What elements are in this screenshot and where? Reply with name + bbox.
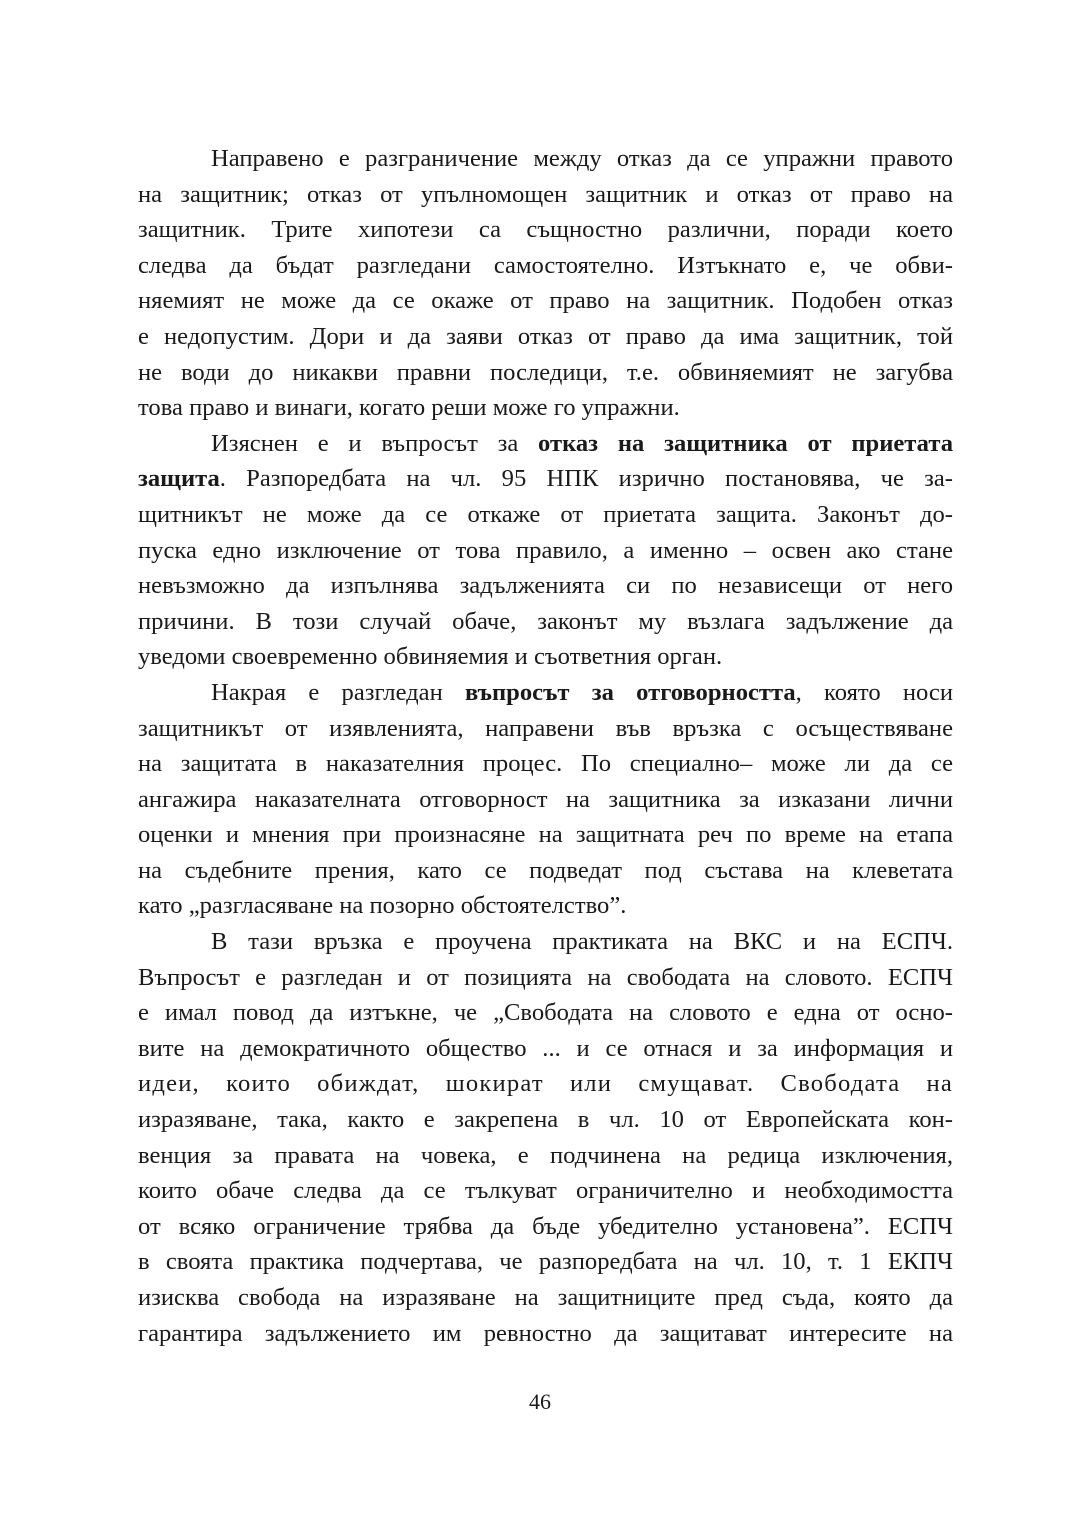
text-segment: пуска едно изключение от това правило, а именно – освен ако стане <box>138 536 953 564</box>
text-segment: Направено е разграничение между отказ да се упражни правото <box>211 145 953 172</box>
paragraph <box>138 924 953 1351</box>
text-segment: следва да бъдат разгледани самостоятелно. Изтъкнато е, че обви- <box>138 251 953 279</box>
text-segment: . Разпоредбата на чл. 95 НПК изрично постановява, че за- <box>219 465 953 493</box>
text-line <box>138 1031 953 1067</box>
text-line <box>138 461 953 497</box>
text-line <box>138 319 953 355</box>
text-line <box>138 1316 953 1352</box>
text-line <box>138 604 953 640</box>
text-segment: уведоми своевременно обвиняемия и съответния орган. <box>138 643 723 671</box>
text-line <box>138 888 953 924</box>
paragraph <box>138 426 953 675</box>
body-text <box>138 141 953 1351</box>
text-segment: на защитата в наказателния процес. По специално– може ли да се <box>138 750 953 778</box>
text-segment: , която носи <box>795 678 953 706</box>
text-segment: гарантира задължението им ревностно да защитават интересите на <box>138 1319 953 1347</box>
text-line <box>138 426 953 462</box>
text-line <box>138 533 953 569</box>
text-line <box>138 355 953 391</box>
text-segment: няемият не може да се окаже от право на защитник. Подобен отказ <box>138 287 953 315</box>
text-line <box>138 960 953 996</box>
text-segment: не води до никакви правни последици, т.е. обвиняемият не загубва <box>138 358 953 386</box>
text-segment: на съдебните прения, като се подведат под състава на клеветата <box>138 856 953 884</box>
text-line <box>138 1173 953 1209</box>
text-segment: в своята практика подчертава, че разпоредбата на чл. 10, т. 1 ЕКПЧ <box>138 1248 953 1276</box>
text-line <box>138 746 953 782</box>
text-segment: венция за правата на човека, е подчинена на редица изключения, <box>138 1141 953 1169</box>
text-line <box>138 675 953 711</box>
paragraph <box>138 141 953 426</box>
text-segment: ангажира наказателната отговорност на защитника за изказани лични <box>138 785 953 813</box>
text-line <box>138 1138 953 1174</box>
text-line <box>138 924 953 960</box>
text-segment: на защитник; отказ от упълномощен защитник и отказ от право на <box>138 180 953 208</box>
paragraph <box>138 675 953 924</box>
text-segment: е имал повод да изтъкне, че „Свободата на словото е една от осно- <box>138 999 953 1027</box>
text-line <box>138 283 953 319</box>
text-segment: това право и винаги, когато реши може го упражни. <box>138 394 680 422</box>
text-line <box>138 817 953 853</box>
bold-text-segment: отказ на защитника от приетата <box>538 429 953 457</box>
text-line <box>138 1244 953 1280</box>
text-segment: оценки и мнения при произнасяне на защитната реч по време на етапа <box>138 821 953 849</box>
text-line <box>138 390 953 426</box>
text-line <box>138 248 953 284</box>
text-segment: вите на демократичното общество ... и се отнася и за информация и <box>138 1034 953 1062</box>
text-line <box>138 782 953 818</box>
bold-text-segment: въпросът за отговорността <box>465 678 796 706</box>
text-segment: изразяване, така, както е закрепена в чл. 10 от Европейската кон- <box>138 1106 953 1134</box>
text-segment: защитник. Трите хипотези са същностно различни, поради което <box>138 216 953 244</box>
text-line <box>138 1280 953 1316</box>
text-line <box>138 711 953 747</box>
text-segment: В тази връзка е проучена практиката на ВКС и на ЕСПЧ. <box>211 928 953 956</box>
text-line <box>138 568 953 604</box>
text-line <box>138 639 953 675</box>
text-segment: Изяснен е и въпросът за <box>211 429 539 457</box>
text-segment: идеи, които обиждат, шокират или смущават. Свободата на <box>138 1070 953 1098</box>
text-line <box>138 1102 953 1138</box>
text-segment: Накрая е разгледан <box>211 678 465 706</box>
text-segment: е недопустим. Дори и да заяви отказ от право да има защитник, той <box>138 322 953 350</box>
text-segment: изисква свобода на изразяване на защитниците пред съда, която да <box>138 1284 953 1311</box>
text-line <box>138 1066 953 1102</box>
text-segment: които обаче следва да се тълкуват ограничително и необходимостта <box>138 1177 953 1205</box>
text-segment: като „разгласяване на позорно обстоятелство”. <box>138 892 627 920</box>
text-line <box>138 141 953 177</box>
text-segment: щитникът не може да се откаже от приетата защита. Законът до- <box>138 500 953 528</box>
text-line <box>138 1209 953 1245</box>
text-segment: защитникът от изявленията, направени във връзка с осъществяване <box>138 714 953 742</box>
text-segment: причини. В този случай обаче, законът му възлага задължение да <box>138 607 953 635</box>
text-line <box>138 995 953 1031</box>
text-line <box>138 853 953 889</box>
text-segment: от всяко ограничение трябва да бъде убедително установена”. ЕСПЧ <box>138 1212 953 1240</box>
text-line <box>138 212 953 248</box>
bold-text-segment: защита <box>138 465 220 493</box>
text-segment: невъзможно да изпълнява задълженията си по независещи от него <box>138 572 953 600</box>
text-segment: Въпросът е разгледан и от позицията на свободата на словото. ЕСПЧ <box>138 963 953 991</box>
page-number: 46 <box>529 1389 551 1414</box>
text-line <box>138 177 953 213</box>
text-line <box>138 497 953 533</box>
